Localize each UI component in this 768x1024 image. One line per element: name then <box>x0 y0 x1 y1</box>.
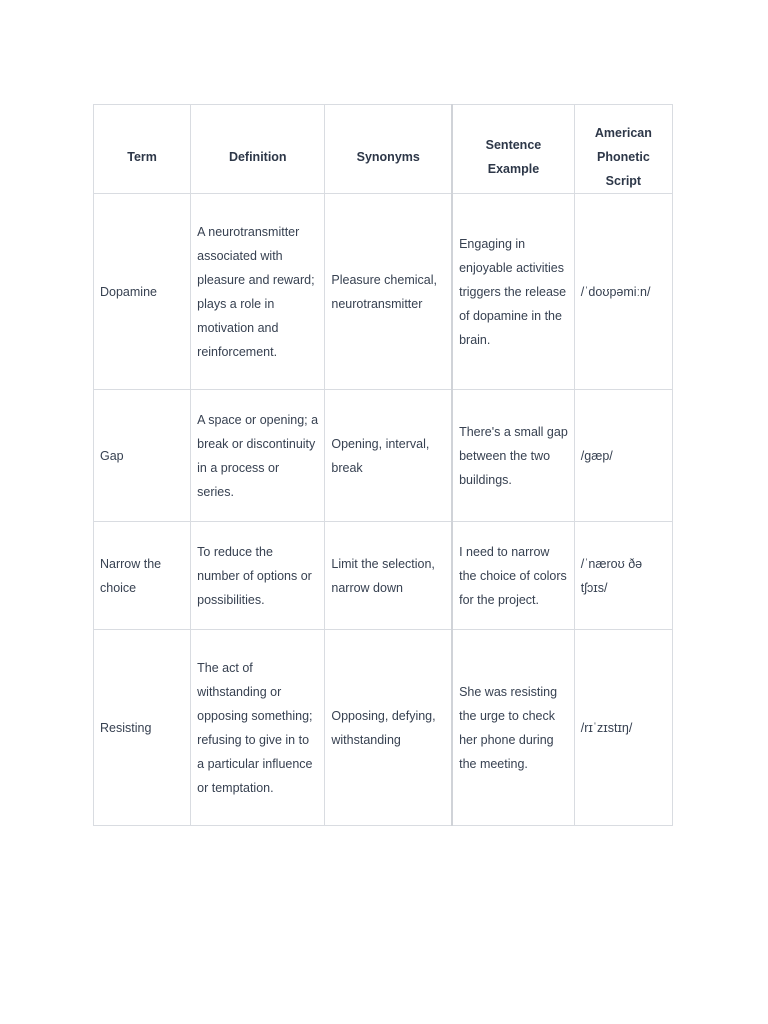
cell-phonetic: /ˈnæroʊ ðə tʃɔɪs/ <box>574 522 672 630</box>
cell-example: She was resisting the urge to check her phone during the meeting. <box>452 630 574 826</box>
header-synonyms-label: Synonyms <box>356 150 420 164</box>
table-row <box>94 630 673 826</box>
table-row <box>94 194 673 390</box>
table-row <box>94 390 673 522</box>
header-definition <box>191 105 325 194</box>
header-phonetic-label: American Phonetic Script <box>594 126 652 188</box>
cell-synonyms: Opposing, defying, withstanding <box>325 630 452 826</box>
cell-definition: The act of withstanding or opposing something; refusing to give in to a particular influence or temptation. <box>191 630 325 826</box>
cell-term: Resisting <box>94 630 191 826</box>
cell-term: Dopamine <box>94 194 191 390</box>
cell-synonyms: Pleasure chemical, neurotransmitter <box>325 194 452 390</box>
table-row <box>94 522 673 630</box>
header-phonetic <box>574 105 672 194</box>
cell-definition: A neurotransmitter associated with pleasure and reward; plays a role in motivation and reinforcement. <box>191 194 325 390</box>
cell-phonetic: /rɪˈzɪstɪŋ/ <box>574 630 672 826</box>
cell-example: I need to narrow the choice of colors for the project. <box>452 522 574 630</box>
cell-term: Narrow the choice <box>94 522 191 630</box>
cell-definition: A space or opening; a break or discontinuity in a process or series. <box>191 390 325 522</box>
vocabulary-table <box>93 104 673 826</box>
header-term <box>94 105 191 194</box>
cell-definition: To reduce the number of options or possibilities. <box>191 522 325 630</box>
table-header-row <box>94 105 673 194</box>
header-sentence-example-label: Sentence Example <box>485 138 542 176</box>
cell-example: Engaging in enjoyable activities triggers the release of dopamine in the brain. <box>452 194 574 390</box>
header-synonyms <box>325 105 452 194</box>
header-sentence-example <box>452 105 574 194</box>
cell-synonyms: Limit the selection, narrow down <box>325 522 452 630</box>
cell-phonetic: /ɡæp/ <box>574 390 672 522</box>
cell-term: Gap <box>94 390 191 522</box>
cell-phonetic: /ˈdoʊpəmiːn/ <box>574 194 672 390</box>
header-term-label: Term <box>127 150 157 164</box>
header-definition-label: Definition <box>228 150 287 164</box>
cell-example: There's a small gap between the two buildings. <box>452 390 574 522</box>
cell-synonyms: Opening, interval, break <box>325 390 452 522</box>
